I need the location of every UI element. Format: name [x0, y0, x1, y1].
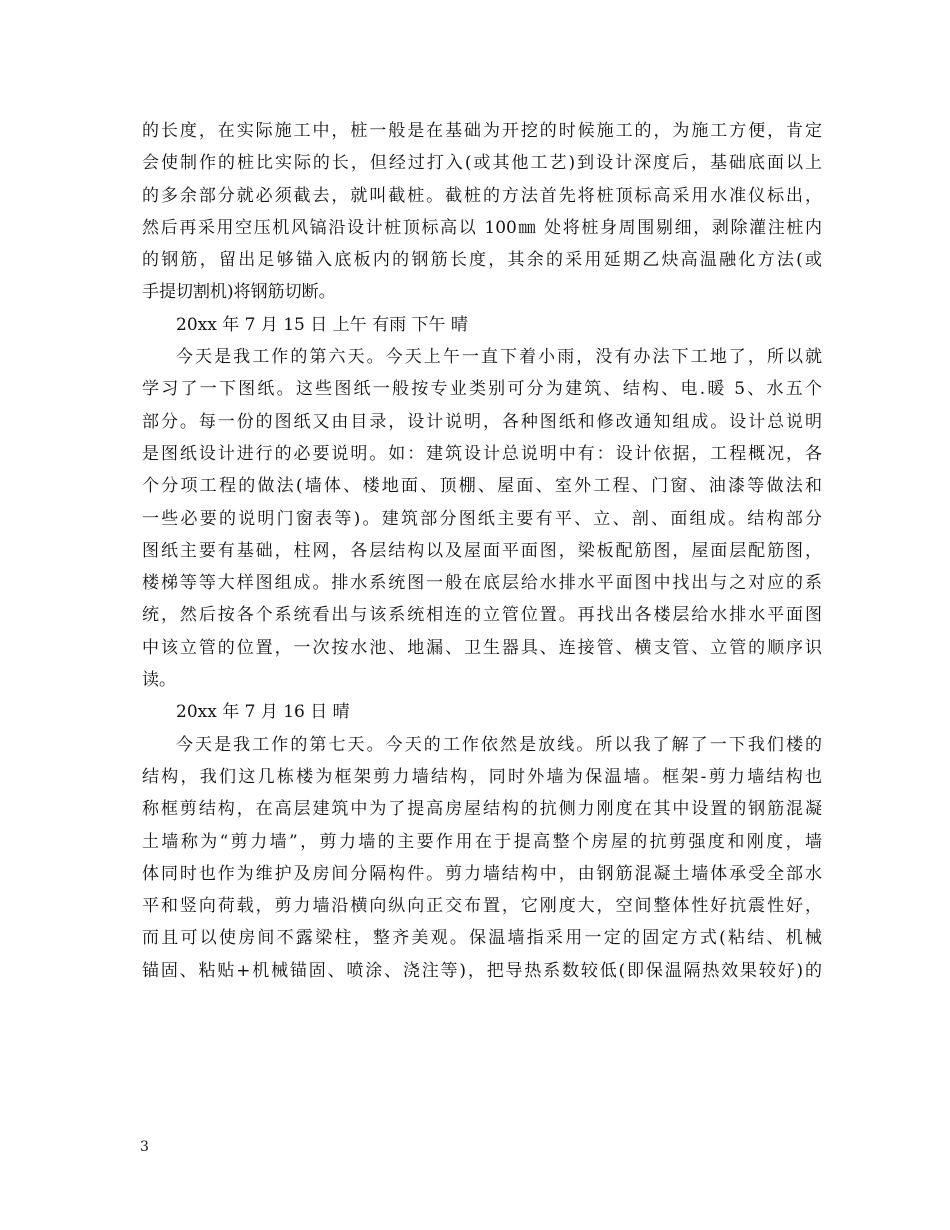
text-line: 土墙称为“剪力墙”，剪力墙的主要作用在于提高整个房屋的抗剪强度和刚度，墙 [142, 831, 822, 852]
body-text [142, 115, 822, 987]
diary-date: 20xx 年 7 月 15 日 上午 有雨 下午 晴 [176, 314, 468, 335]
text-line: 锚固、粘贴+机械锚固、喷涂、浇注等)，把导热系数较低(即保温隔热效果较好)的 [142, 960, 822, 981]
text-line: 一些必要的说明门窗表等)。建筑部分图纸主要有平、立、剖、面组成。结构部分 [142, 508, 822, 529]
text-line: 的多余部分就必须截去，就叫截桩。截桩的方法首先将桩顶标高采用水准仪标出， [142, 185, 822, 206]
text-line: 今天是我工作的第七天。今天的工作依然是放线。所以我了解了一下我们楼的 [176, 734, 822, 755]
text-line: 学习了一下图纸。这些图纸一般按专业类别可分为建筑、结构、电.暖 5、水五个 [142, 379, 822, 400]
text-line: 的长度，在实际施工中，桩一般是在基础为开挖的时候施工的，为施工方便，肯定 [142, 121, 822, 141]
text-line: 读。 [142, 670, 176, 691]
text-line: 楼梯等等大样图组成。排水系统图一般在底层给水排水平面图中找出与之对应的系 [142, 573, 822, 594]
text-line: 部分。每一份的图纸又由目录，设计说明，各种图纸和修改通知组成。设计总说明 [142, 411, 822, 432]
text-line: 结构，我们这几栋楼为框架剪力墙结构，同时外墙为保温墙。框架-剪力墙结构也 [142, 766, 822, 787]
text-line: 而且可以使房间不露梁柱，整齐美观。保温墙指采用一定的固定方式(粘结、机械 [142, 928, 822, 949]
text-line: 统，然后按各个系统看出与该系统相连的立管位置。再找出各楼层给水排水平面图 [142, 605, 822, 626]
text-line: 手提切割机)将钢筋切断。 [142, 282, 336, 303]
text-line: 的钢筋，留出足够锚入底板内的钢筋长度，其余的采用延期乙炔高温融化方法(或 [142, 250, 822, 271]
text-line: 会使制作的桩比实际的长，但经过打入(或其他工艺)到设计深度后，基础底面以上 [142, 153, 822, 174]
text-line: 图纸主要有基础，柱网，各层结构以及屋面平面图，梁板配筋图，屋面层配筋图， [142, 540, 822, 561]
text-line: 体同时也作为维护及房间分隔构件。剪力墙结构中，由钢筋混凝土墙体承受全部水 [142, 863, 822, 884]
text-line: 是图纸设计进行的必要说明。如：建筑设计总说明中有：设计依据，工程概况，各 [142, 443, 822, 464]
text-line: 个分项工程的做法(墙体、楼地面、顶棚、屋面、室外工程、门窗、油漆等做法和 [142, 476, 822, 497]
text-line: 今天是我工作的第六天。今天上午一直下着小雨，没有办法下工地了，所以就 [176, 347, 822, 368]
text-line: 称框剪结构，在高层建筑中为了提高房屋结构的抗侧力刚度在其中设置的钢筋混凝 [142, 799, 822, 820]
text-line: 平和竖向荷载，剪力墙沿横向纵向正交布置，它刚度大，空间整体性好抗震性好， [142, 896, 822, 917]
text-line: 中该立管的位置，一次按水池、地漏、卫生器具、连接管、横支管、立管的顺序识 [142, 637, 822, 658]
page-number: 3 [140, 1139, 149, 1155]
text-line: 然后再采用空压机风镐沿设计桩顶标高以 100㎜ 处将桩身周围剔细，剥除灌注桩内 [142, 217, 822, 238]
diary-date: 20xx 年 7 月 16 日 晴 [176, 702, 350, 723]
